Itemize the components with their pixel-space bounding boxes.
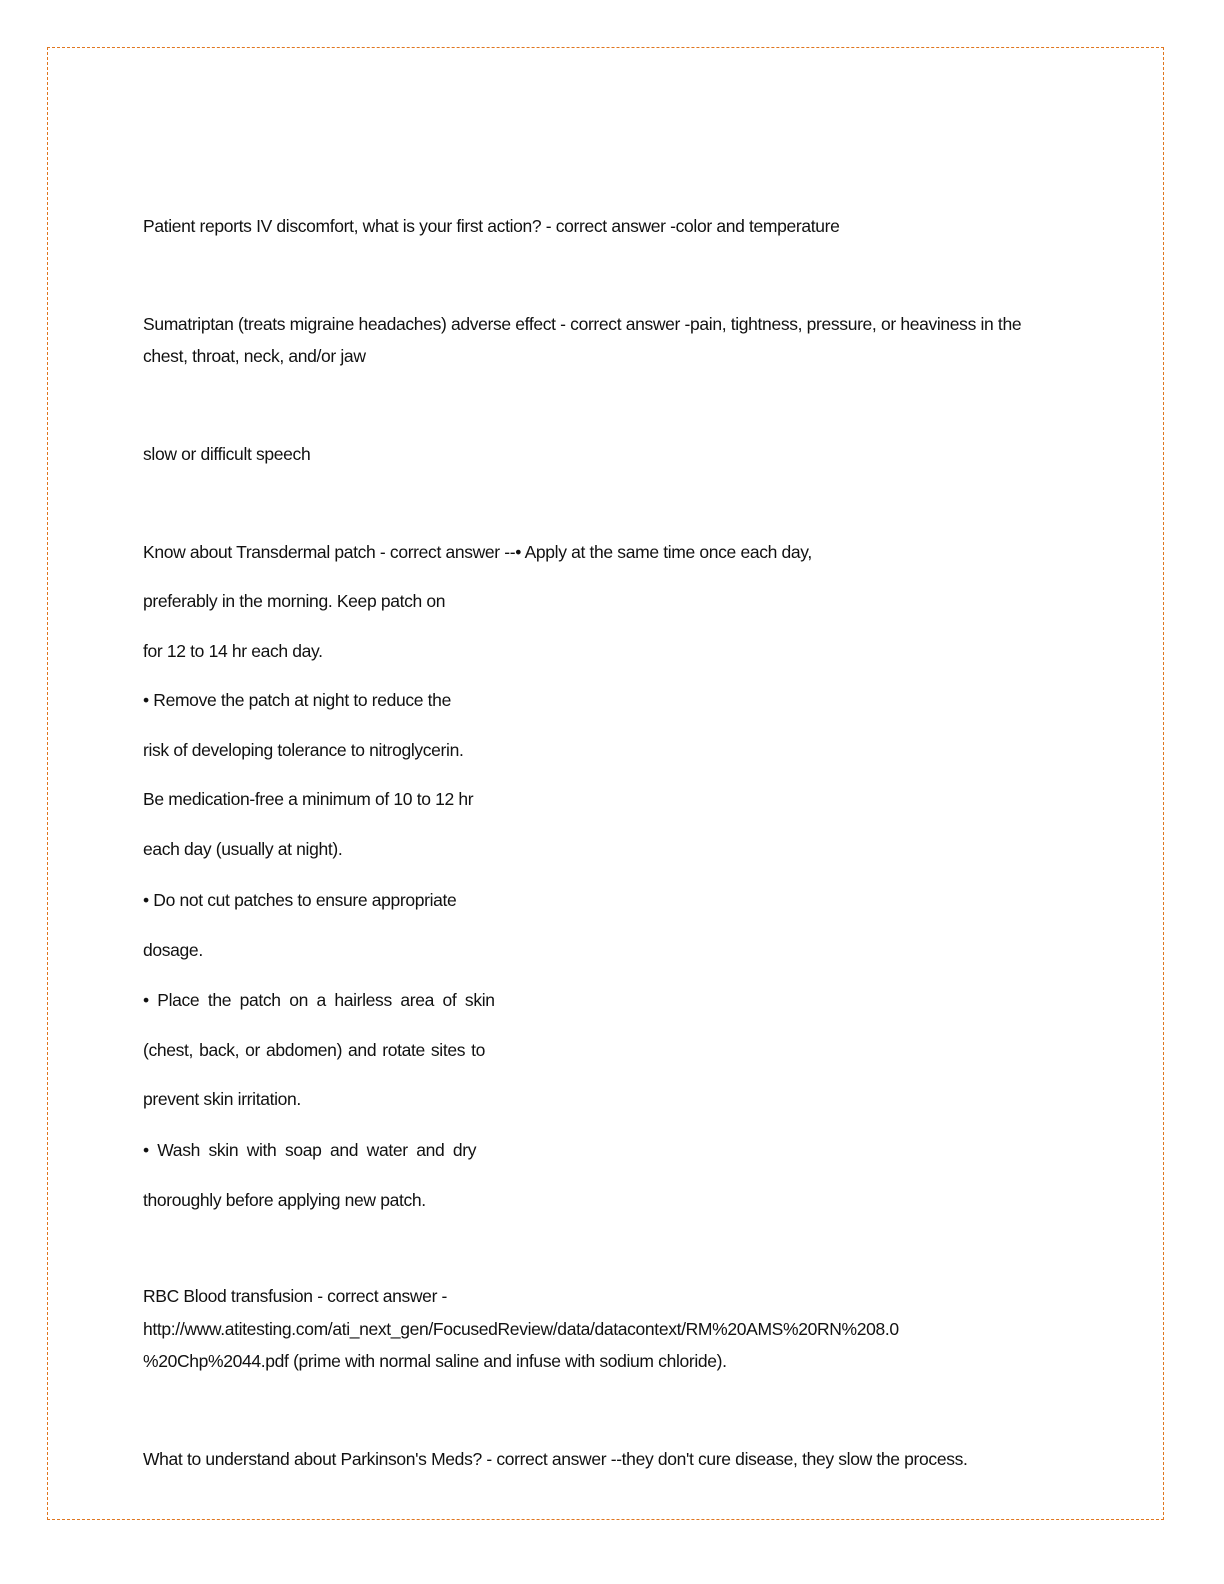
text-line: Sumatriptan (treats migraine headaches) adverse effect - correct answer -pain, tightness, pressure, or heaviness in the xyxy=(143,314,1022,334)
text-line: Patient reports IV discomfort, what is your first action? - correct answer -color and temperature xyxy=(143,216,840,236)
text-line: (chest, back, or abdomen) and rotate sites to xyxy=(143,1040,486,1060)
url-line: http://www.atitesting.com/ati_next_gen/FocusedReview/data/datacontext/RM%20AMS%20RN%208.0 xyxy=(143,1319,899,1339)
text-line: risk of developing tolerance to nitroglycerin. xyxy=(143,740,464,760)
text-line: • Wash skin with soap and water and dry xyxy=(143,1140,477,1160)
text-line: • Remove the patch at night to reduce the xyxy=(143,690,451,710)
text-line: %20Chp%2044.pdf (prime with normal saline and infuse with sodium chloride). xyxy=(143,1351,727,1371)
text-line: RBC Blood transfusion - correct answer - xyxy=(143,1286,448,1306)
text-line: • Do not cut patches to ensure appropriate xyxy=(143,890,457,910)
text-line: chest, throat, neck, and/or jaw xyxy=(143,346,366,366)
text-line: prevent skin irritation. xyxy=(143,1089,301,1109)
text-line: • Place the patch on a hairless area of skin xyxy=(143,990,495,1010)
text-line: slow or difficult speech xyxy=(143,444,311,464)
text-line: for 12 to 14 hr each day. xyxy=(143,641,323,661)
text-line: dosage. xyxy=(143,940,203,960)
text-line: thoroughly before applying new patch. xyxy=(143,1190,426,1210)
text-line: What to understand about Parkinson's Meds? - correct answer --they don't cure disease, they slow the process. xyxy=(143,1449,968,1469)
text-line: each day (usually at night). xyxy=(143,839,343,859)
text-line: preferably in the morning. Keep patch on xyxy=(143,591,446,611)
text-line: Know about Transdermal patch - correct answer --• Apply at the same time once each day, xyxy=(143,542,812,562)
text-line: Be medication-free a minimum of 10 to 12 hr xyxy=(143,789,474,809)
